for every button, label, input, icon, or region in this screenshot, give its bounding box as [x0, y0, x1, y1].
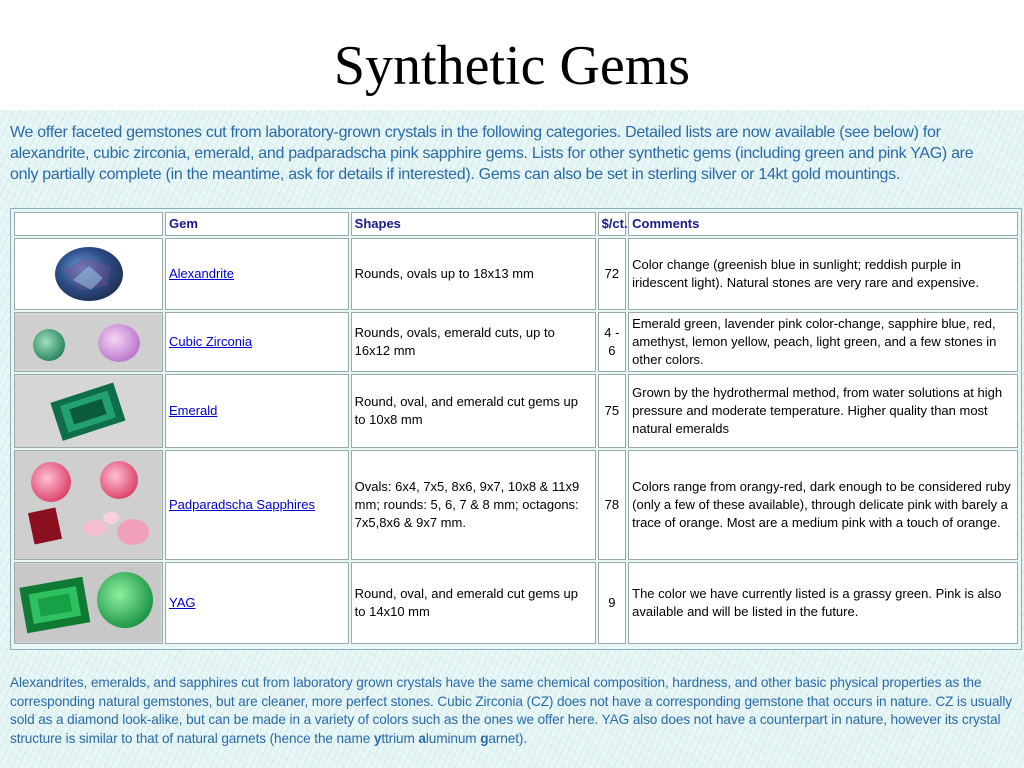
price-cell: 9 [598, 562, 627, 644]
yag-letter-y: y [373, 730, 382, 746]
comments-cell: The color we have currently listed is a grassy green. Pink is also available and will be listed in the future. [628, 562, 1018, 644]
gem-table [12, 210, 1020, 646]
table-row [14, 562, 1018, 644]
yag-letter-g: g [480, 730, 489, 746]
footnote-text: luminum [425, 730, 481, 746]
header-price: $/ct. [598, 212, 627, 236]
header-comments: Comments [628, 212, 1018, 236]
table-header-row [14, 212, 1018, 236]
intro-line: alexandrite, cubic zirconia, emerald, and padparadscha pink sapphire gems. Lists for other synthetic gems (including green and pink YAG) are [10, 145, 974, 162]
gem-link-alexandrite[interactable]: Alexandrite [168, 266, 235, 281]
price-cell: 4 - 6 [598, 312, 627, 372]
alexandrite-image [14, 238, 163, 310]
price-cell: 78 [598, 450, 627, 560]
comments-cell: Colors range from orangy-red, dark enough to be considered ruby (only a few of these available), through delicate pink with barely a trace of orange. Most are a medium pink with a touch of orange. [628, 450, 1018, 560]
gem-link-cubic-zirconia[interactable]: Cubic Zirconia [168, 334, 253, 349]
gem-name-cell [165, 374, 349, 448]
gem-name-cell [165, 238, 349, 310]
page-title: Synthetic Gems [333, 35, 691, 97]
content-panel [0, 110, 1024, 768]
footnote-paragraph [10, 674, 1012, 748]
yag-image [14, 562, 163, 644]
header-image [14, 212, 163, 236]
footnote-line [10, 730, 1012, 749]
comments-cell: Grown by the hydrothermal method, from water solutions at high pressure and moderate temperature. Higher quality than most natural emeralds [628, 374, 1018, 448]
footnote-line: Alexandrites, emeralds, and sapphires cut from laboratory grown crystals have the same chemical composition, hardness, and other basic physical properties as the [10, 675, 982, 690]
table-row [14, 450, 1018, 560]
footnote-line: sold as a diamond look-alike, but can be made in a variety of colors such as the ones we offer here. YAG also does not have a counterpart in nature, however its crystal [10, 712, 1001, 727]
gem-table-frame [10, 208, 1022, 650]
header-shapes: Shapes [351, 212, 596, 236]
gem-name-cell [165, 312, 349, 372]
table-row [14, 312, 1018, 372]
footnote-line: corresponding natural gemstones, but are cleaner, more perfect stones. Cubic Zirconia (CZ) does not have a corresponding gemstone that occurs in nature. CZ is usually [10, 693, 1012, 709]
price-cell: 75 [598, 374, 627, 448]
intro-paragraph [10, 122, 973, 185]
footnote-text: arnet). [488, 730, 528, 746]
intro-line: only partially complete (in the meantime, ask for details if interested). Gems can also be set in sterling silver or 14kt gold mountings. [10, 166, 900, 183]
emerald-image [14, 374, 163, 448]
gem-link-padparadscha[interactable]: Padparadscha Sapphires [168, 497, 315, 512]
gem-name-cell [165, 450, 349, 560]
yag-letter-a: a [418, 730, 426, 746]
comments-cell: Color change (greenish blue in sunlight; reddish purple in iridescent light). Natural stones are very rare and expensive. [628, 238, 1018, 310]
comments-cell: Emerald green, lavender pink color-change, sapphire blue, red, amethyst, lemon yellow, peach, light green, and a few stones in other colors. [628, 312, 1018, 372]
gem-name-cell [165, 562, 349, 644]
cubic-zirconia-image [14, 312, 163, 372]
table-row [14, 238, 1018, 310]
intro-line: We offer faceted gemstones cut from laboratory-grown crystals in the following categories. Detailed lists are now available (see below) for [10, 124, 941, 141]
shapes-cell: Round, oval, and emerald cut gems up to 14x10 mm [351, 562, 596, 644]
shapes-cell: Rounds, ovals up to 18x13 mm [351, 238, 596, 310]
table-row [14, 374, 1018, 448]
gem-link-yag[interactable]: YAG [168, 595, 196, 610]
shapes-cell: Round, oval, and emerald cut gems up to 10x8 mm [351, 374, 596, 448]
header-gem: Gem [165, 212, 349, 236]
shapes-cell: Ovals: 6x4, 7x5, 8x6, 9x7, 10x8 & 11x9 mm; rounds: 5, 6, 7 & 8 mm; octagons: 7x5,8x6 & 9x7 mm. [351, 450, 596, 560]
footnote-text: structure is similar to that of natural garnets (hence the name [10, 730, 374, 746]
gem-link-emerald[interactable]: Emerald [168, 403, 218, 418]
padparadscha-image [14, 450, 163, 560]
shapes-cell: Rounds, ovals, emerald cuts, up to 16x12 mm [351, 312, 596, 372]
footnote-text: ttrium [381, 730, 419, 746]
price-cell: 72 [598, 238, 627, 310]
